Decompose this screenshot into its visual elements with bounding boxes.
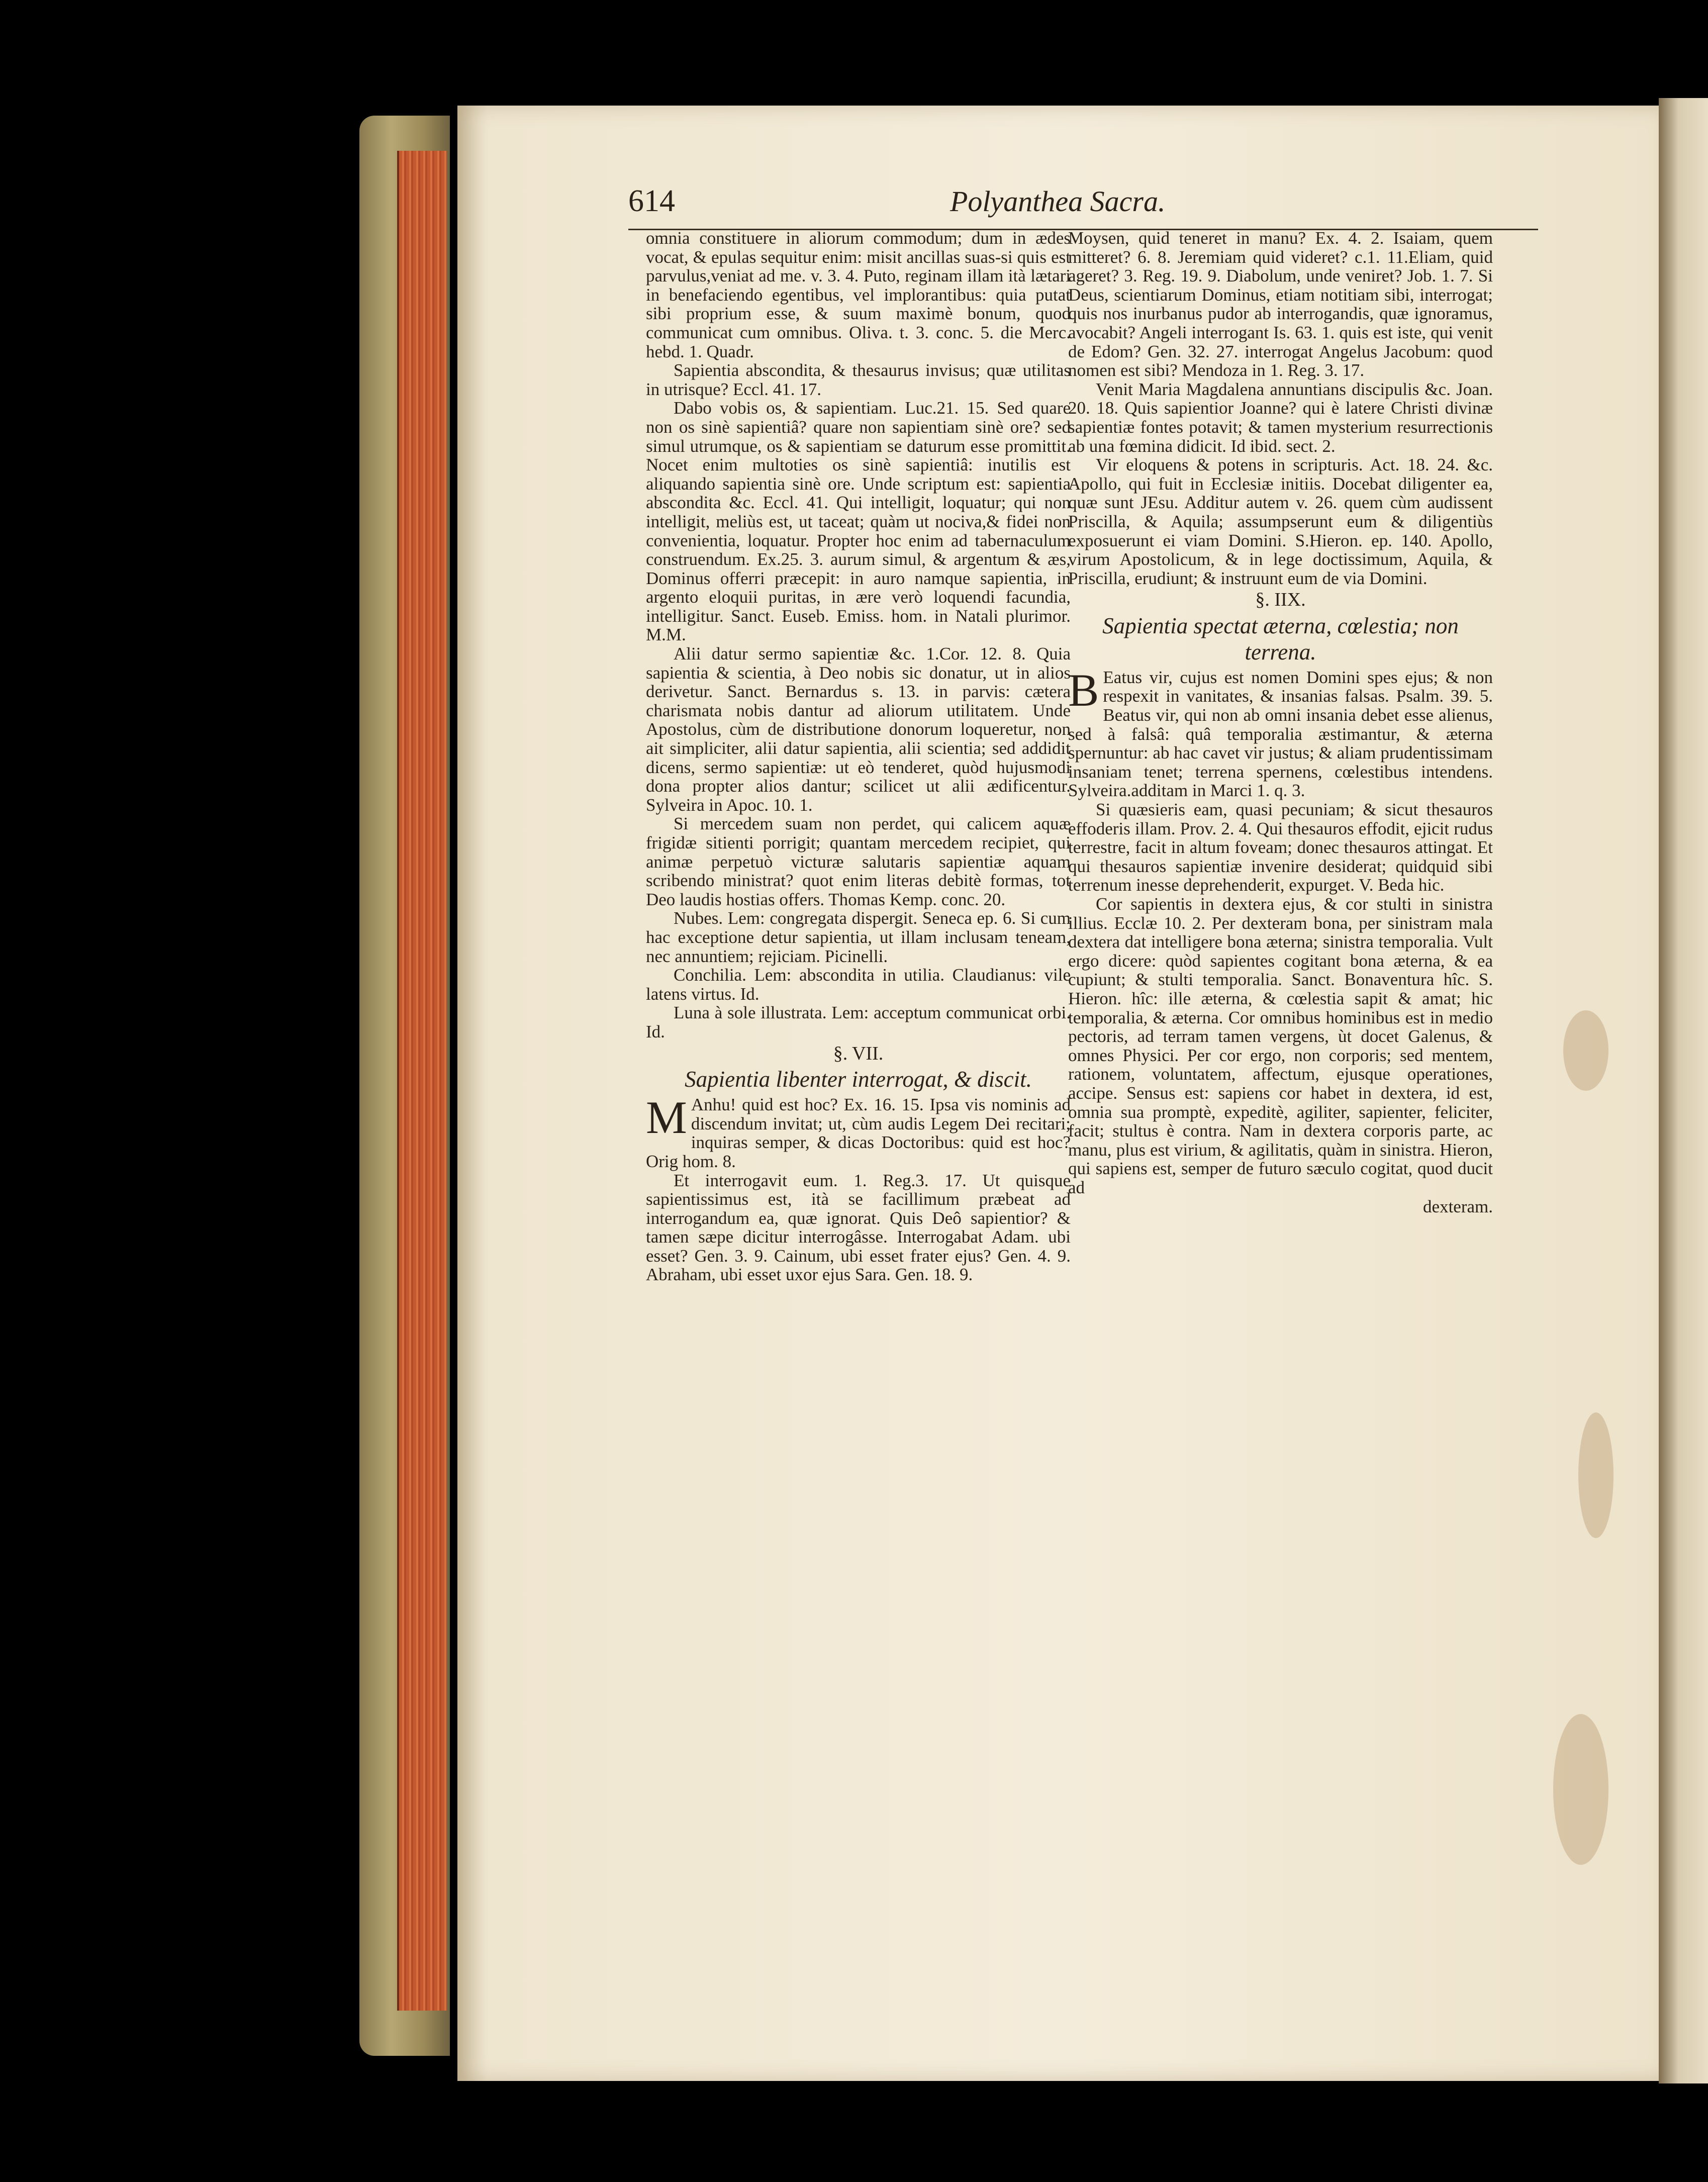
paragraph: Moysen, quid teneret in manu? Ex. 4. 2. Isaiam, quem mitteret? 6. 8. Jeremiam quid videret? c.1. 11.Eliam, quid ageret? 3. Reg. 19. 9. Diabolum, unde veniret? Job. 1. 7. Si Deus, scientiarum Dominus, etiam notitiam sibi, interrogat; quis nos inurbanus pudor ab interrogandis, quæ ignoramus, avocabit? Angeli interrogant Is. 63. 1. quis est iste, qui venit de Edom? Gen. 32. 27. interrogat Angelus Jacobum: quod nomen est sibi? Mendoza in 1. Reg. 3. 17.	[1068, 228, 1493, 381]
paragraph: Dabo vobis os, & sapientiam. Luc.21. 15. Sed quare non os sinè sapientiâ? quare non sapientiam sinè ore? sed simul utrumque, os & sapientiam se daturum esse promittit. Nocet enim multoties os sinè sapientiâ: inutilis est aliquando sapientia sinè ore. Unde scriptum est: sapientia abscondita &c. Eccl. 41. Qui intelligit, loquatur; qui non intelligit, meliùs est, ut taceat; quàm ut nociva,& fidei non convenientia, loquatur. Propter hoc enim ad tabernaculum construendum. Ex.25. 3. aurum simul, & argentum & æs, Dominus offerri præcepit: in auro namque sapientia, in argento eloquii puritas, in ære verò loquendi facundia, intelligitur. Sanct. Euseb. Emiss. hom. in Natali plurimor. M.M.	[646, 398, 1071, 645]
paragraph: Venit Maria Magdalena annuntians discipulis &c. Joan. 20. 18. Quis sapientior Joanne? qui è latere Christi divinæ sapientiæ fontes potavit; & tamen mysterium resurrectionis ab una fœmina didicit. Id ibid. sect. 2.	[1068, 379, 1493, 456]
running-title: Polyanthea Sacra.	[950, 185, 1166, 218]
paragraph: Et interrogavit eum. 1. Reg.3. 17. Ut quisque sapientissimus est, ità se facillimum præbeat ad interrogandum ea, quæ ignorat. Quis Deô sapientior? & tamen sæpe dicitur interrogâsse. Interrogabat Adam. ubi esset? Gen. 3. 9. Cainum, ubi esset frater ejus? Gen. 4. 9. Abraham, ubi esset uxor ejus Sara. Gen. 18. 9.	[646, 1170, 1071, 1285]
drop-capital: M	[646, 1092, 687, 1144]
catchword: dexteram.	[1423, 1196, 1493, 1216]
left-column	[646, 229, 1071, 1284]
paragraph: omnia constituere in aliorum commodum; dum in ædes vocat, & epulas sequitur enim: misit ancillas suas-si quis est parvulus,veniat ad me. v. 3. 4. Puto, reginam illam ità lætari in benefaciendo egentibus, vel implorantibus: quia putat sibi proprium esse, & suum maximè bonum, quod communicat cum omnibus. Oliva. t. 3. conc. 5. die Merc. hebd. 1. Quadr.	[646, 228, 1071, 361]
paragraph: Nubes. Lem: congregata dispergit. Seneca ep. 6. Si cum hac exceptione detur sapientia, ut illam inclusam teneam, nec annuntiem; rejiciam. Picinelli.	[646, 908, 1071, 966]
paragraph: Si mercedem suam non perdet, qui calicem aquæ frigidæ sitienti porrigit; quantam mercedem recipiet, qui animæ perpetuò victuræ salutaris sapientiæ aquam scribendo ministrat? quot enim literas debitè formas, tot Deo laudis hostias offers. Thomas Kemp. conc. 20.	[646, 814, 1071, 909]
paragraph-text: Eatus vir, cujus est nomen Domini spes ejus; & non respexit in vanitates, & insanias falsas. Psalm. 39. 5. Beatus vir, qui non ab omni insania debet esse alienus, sed à falsâ: quâ temporalia æstimantur, & æterna spernuntur: ab hac cavet vir justus; & aliam prudentissimam insaniam tenet; terrena spernens, cœlestibus intendens. Sylveira.additam in Marci 1. q. 3.	[1068, 667, 1493, 801]
paragraph: Sapientia abscondita, & thesaurus invisus; quæ utilitas in utrisque? Eccl. 41. 17.	[646, 360, 1071, 399]
paragraph	[646, 1092, 1071, 1171]
paragraph: Alii datur sermo sapientiæ &c. 1.Cor. 12. 8. Quia sapientia & scientia, à Deo nobis sic donatur, ut in alios derivetur. Sanct. Bernardus s. 13. in parvis: cætera charismata nobis dantur ad aliorum utilitatem. Unde Apostolus, cùm de distributione donorum loqueretur, non ait simpliciter, alii datur sapientia, alii scientia; sed addidit dicens, sermo sapientiæ: ut eò tenderet, quòd hujusmodi dona propter alios dantur; scilicet ut alii ædificentur. Sylveira in Apoc. 10. 1.	[646, 644, 1071, 815]
paragraph: Conchilia. Lem: abscondita in utilia. Claudianus: vile latens virtus. Id.	[646, 965, 1071, 1004]
paragraph: Vir eloquens & potens in scripturis. Act. 18. 24. &c. Apollo, qui fuit in Ecclesiæ initiis. Docebat diligenter ea, quæ sunt JEsu. Additur autem v. 26. quem cùm audissent Priscilla, & Aquila; assumpserunt eum & diligentiùs exposuerunt ei viam Domini. S.Hieron. ep. 140. Apollo, virum Apostolicum, & in lege doctissimum, Aquila, & Priscilla, erudiunt; & instruunt eum de via Domini.	[1068, 455, 1493, 588]
section-number: §. VII.	[833, 1042, 884, 1064]
page-number: 614	[628, 184, 675, 218]
right-column	[1068, 229, 1493, 1216]
page-edges	[397, 151, 447, 2011]
page-header	[628, 183, 1538, 230]
section-heading: Sapientia libenter interrogat, & discit.	[685, 1067, 1032, 1092]
drop-capital: B	[1068, 664, 1099, 716]
section-heading: Sapientia spectat æterna, cœlestia; non terrena.	[1102, 613, 1459, 665]
paragraph: Cor sapientis in dextera ejus, & cor stulti in sinistra illius. Ecclæ 10. 2. Per dexteram bona, per sinistram mala dextera dat intelligere bona æterna; sinistra temporalia. Vult ergo dicere: quòd sapientes cogitant bona æterna, & ea cupiunt; & stulti temporalia. Sanct. Bonaventura hîc. S. Hieron. hîc: ille æterna, & cœlestia sapit & amat; hic temporalia, & æterna. Cor omnibus hominibus est in medio pectoris, ad terram tamen vergens, ùt docet Galenus, & omnes Physici. Per cor ergo, non corporis; sed mentem, rationem, voluntatem, affectum, ejusque operationes, accipe. Sensus est: sapiens cor habet in dextera, id est, omnia sua promptè, expeditè, agiliter, sapienter, feliciter, facit; stultus è contra. Nam in dextera corporis parte, ac manu, plus est virium, & agilitatis, quàm in sinistra. Hieron, qui sapiens est, semper de futuro sæculo cogitat, quod ducit ad	[1068, 894, 1493, 1197]
paragraph-text: Anhu! quid est hoc? Ex. 16. 15. Ipsa vis nominis ad discendum invitat; ut, cùm audis Legem Dei recitari; inquiras semper, & dicas Doctoribus: quid est hoc? Orig hom. 8.	[646, 1095, 1071, 1171]
paragraph: Si quæsieris eam, quasi pecuniam; & sicut thesauros effoderis illam. Prov. 2. 4. Qui thesauros effodit, ejicit rudus terrestre, facit in altum foveam; donec thesauros attingat. Et qui thesauros sapientiæ invenire desiderat; quidquid sibi terrenum inesse deprehenderit, expurget. V. Beda hic.	[1068, 800, 1493, 895]
paragraph	[1068, 664, 1493, 801]
next-page-edge	[1659, 98, 1708, 2083]
section-number: §. IIX.	[1255, 589, 1306, 611]
paragraph: Luna à sole illustrata. Lem: acceptum communicat orbi. Id.	[646, 1003, 1071, 1041]
